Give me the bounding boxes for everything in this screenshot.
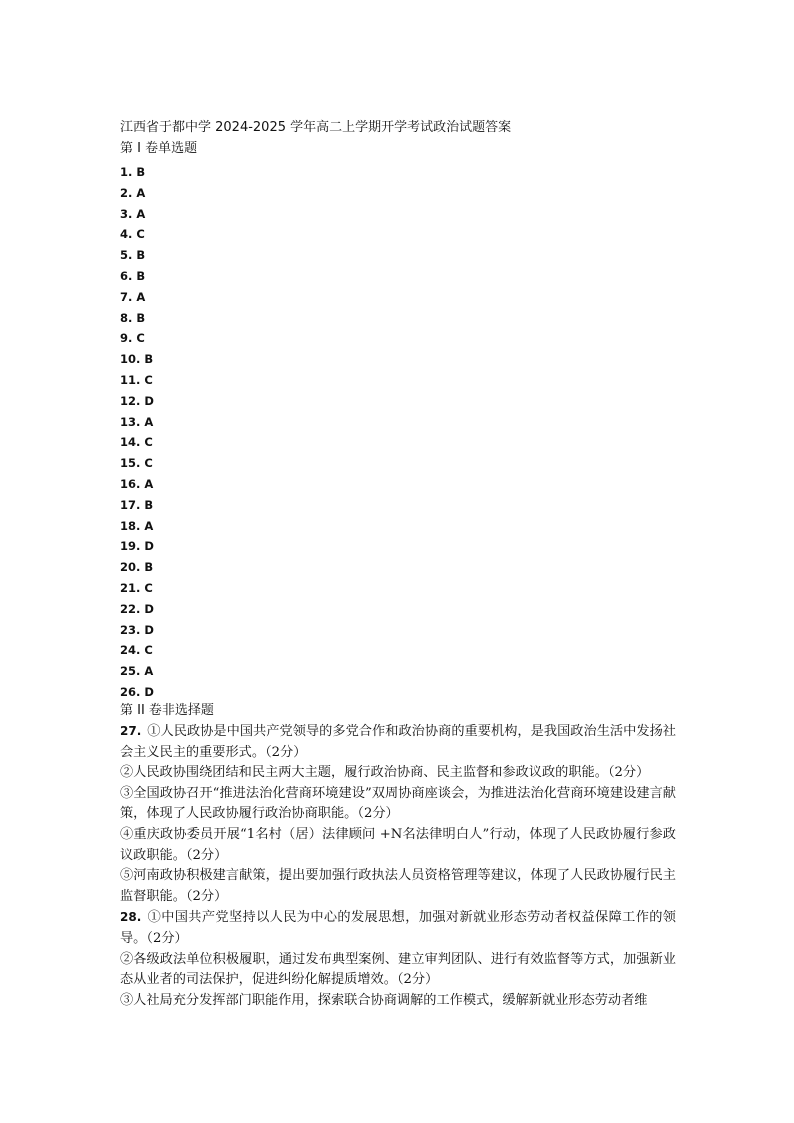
- answer-item: 17. B: [120, 497, 154, 512]
- q28-number: 28.: [120, 910, 142, 925]
- section2-title: 第 II 卷非选择题: [120, 703, 214, 718]
- section1-title: 第 I 卷单选题: [120, 141, 198, 156]
- answer-item: 16. A: [120, 476, 154, 491]
- document-title: 江西省于都中学 2024-2025 学年高二上学期开学考试政治试题答案: [120, 120, 512, 135]
- essay-answers: [120, 721, 676, 1011]
- q27-point-2: ②人民政协围绕团结和民主两大主题，履行政治协商、民主监督和参政议政的职能。（2分）: [120, 765, 650, 781]
- answer-item: 10. B: [120, 352, 154, 367]
- answer-item: 19. D: [120, 539, 154, 554]
- answer-item: 7. A: [120, 289, 146, 304]
- answer-item: 3. A: [120, 206, 146, 221]
- q27-point-5: ⑤河南政协积极建言献策，提出要加强行政执法人员资格管理等建议，体现了人民政协履行民主监督职能。（2分）: [120, 868, 676, 904]
- answer-item: 11. C: [120, 372, 153, 387]
- q28-point-1: 28. ①中国共产党坚持以人民为中心的发展思想，加强对新就业形态劳动者权益保障工作的领导。（2分）: [120, 910, 676, 946]
- q27-point-4: ④重庆政协委员开展“1名村（居）法律顾问 +N名法律明白人”行动，体现了人民政协履行参政议政职能。（2分）: [120, 826, 676, 863]
- answer-item: 18. A: [120, 518, 154, 533]
- answer-item: 8. B: [120, 310, 146, 325]
- answer-item: 1. B: [120, 165, 146, 179]
- answer-item: 13. A: [120, 414, 154, 429]
- q27-number: 27.: [120, 724, 142, 738]
- answer-item: 24. C: [120, 643, 153, 658]
- answer-item: 12. D: [120, 393, 154, 408]
- answer-list: [120, 162, 154, 703]
- q28-point-3: ③人社局充分发挥部门职能作用，探索联合协商调解的工作模式，缓解新就业形态劳动者维: [120, 992, 648, 1008]
- answer-item: 23. D: [120, 622, 154, 637]
- q27-point-1: 27. ①人民政协是中国共产党领导的多党合作和政治协商的重要机构，是我国政治生活中发扬社会主义民主的重要形式。（2分）: [120, 724, 676, 760]
- answer-item: 5. B: [120, 248, 146, 263]
- q27-point-3: ③全国政协召开“推进法治化营商环境建设”双周协商座谈会，为推进法治化营商环境建设建言献策，体现了人民政协履行政治协商职能。（2分）: [120, 785, 676, 822]
- answer-item: 6. B: [120, 268, 146, 283]
- answer-item: 21. C: [120, 580, 153, 595]
- answer-item: 22. D: [120, 601, 154, 616]
- answer-item: 9. C: [120, 331, 145, 346]
- answer-item: 14. C: [120, 435, 153, 450]
- answer-item: 15. C: [120, 456, 153, 471]
- answer-item: 4. C: [120, 227, 145, 242]
- answer-item: 2. A: [120, 185, 146, 200]
- answer-item: 26. D: [120, 684, 154, 699]
- q28-point-2: ②各级政法单位积极履职，通过发布典型案例、建立审判团队、进行有效监督等方式，加强新业态从业者的司法保护，促进纠纷化解提质增效。（2分）: [120, 951, 676, 988]
- answer-item: 25. A: [120, 664, 154, 679]
- answer-item: 20. B: [120, 560, 154, 575]
